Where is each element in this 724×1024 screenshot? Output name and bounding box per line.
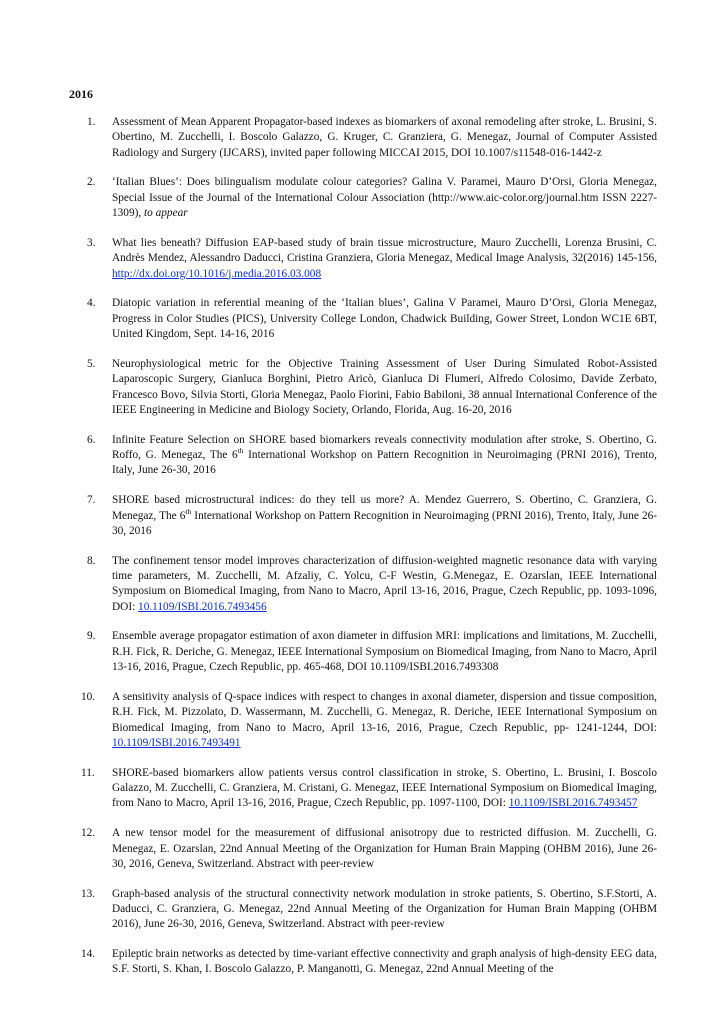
publication-item <box>81 766 657 812</box>
publication-number: 5. <box>87 357 96 370</box>
publication-item <box>87 433 657 479</box>
ordinal-superscript: th <box>185 506 192 516</box>
publication-text: Ensemble average propagator estimation of axon diameter in diffusion MRI: implications and limitations, M. Zucchelli, R.H. Fick, R. Deriche, G. Menegaz, IEEE International Symposium on Biomedical Imaging, from Nano to Macro, April 13-16, 2016, Prague, Czech Republic, pp. 465-468, DOI 10.1109/ISBI.2016.7493308 <box>112 630 657 674</box>
publication-text-continued: International Workshop on Pattern Recognition in Neuroimaging (PRNI 2016), Trento, Italy, June 26-30, 2016 <box>112 449 657 477</box>
publication-text: What lies beneath? Diffusion EAP-based study of brain tissue microstructure, Mauro Zucchelli, Lorenza Brusini, C. Andrès Mendez, Alessandro Daducci, Cristina Granziera, Gloria Menegaz, Medical Image Analysis, 32(2016) 145-156, <box>112 236 657 265</box>
publication-number: 7. <box>87 494 96 507</box>
publication-number: 13. <box>81 887 96 900</box>
publication-item <box>87 115 657 161</box>
publication-number: 9. <box>87 630 96 643</box>
publication-text: The confinement tensor model improves characterization of diffusion-weighted magnetic resonance data with varying time parameters, M. Zucchelli, M. Afzaliy, C. Yolcu, C-F Westin, G.Menegaz, E. Ozarslan, IEEE International Symposium on Biomedical Imaging, from Nano to Macro, April 13-16, 2016, Prague, Czech Republic, pp. 1093-1096, DOI: <box>112 554 657 613</box>
publication-number: 1. <box>87 116 96 128</box>
publication-item <box>87 493 657 539</box>
publication-text: Assessment of Mean Apparent Propagator-based indexes as biomarkers of axonal remodeling after stroke, L. Brusini, S. Obertino, M. Zucchelli, I. Boscolo Galazzo, G. Kruger, C. Granziera, G. Menegaz, Journal of Computer Assisted Radiology and Surgery (IJCARS), invited paper following MICCAI 2015, DOI 10.1007/s11548-016-1442-z <box>112 116 657 159</box>
publication-number: 2. <box>87 176 96 189</box>
publication-text: Graph-based analysis of the structural connectivity network modulation in stroke patients, S. Obertino, S.F.Storti, A. Daducci, C. Granziera, G. Menegaz, 22nd Annual Meeting of the Organization for Human Brain Mapping (OHBM 2016), June 26-30, 2016, Geneva, Switzerland. Abstract with peer-review <box>112 887 657 931</box>
publication-text: Neurophysiological metric for the Objective Training Assessment of User During Simulated Robot-Assisted Laparoscopic Surgery, Gianluca Borghini, Pietro Aricò, Gianluca Di Flumeri, Alfredo Colosimo, Davide Zerbato, Francesco Bovo, Silvia Storti, Gloria Menegaz, Paolo Fiorini, Fabio Babiloni, 38 annual International Conference of the IEEE Engineering in Medicine and Biology Society, Orlando, Florida, Aug. 16-20, 2016 <box>112 357 657 416</box>
publication-text: Epileptic brain networks as detected by time-variant effective connectivity and graph analysis of high-density EEG data, S.F. Storti, S. Khan, I. Boscolo Galazzo, P. Manganotti, G. Menegaz, 22nd Annual Meeting of the <box>112 948 657 976</box>
publication-text: Infinite Feature Selection on SHORE based biomarkers reveals connectivity modulation after stroke, S. Obertino, G. Roffo, G. Menegaz, The 6 <box>112 433 657 462</box>
publication-number: 8. <box>87 554 96 567</box>
publication-number: 11. <box>81 766 95 779</box>
publication-item <box>87 296 657 342</box>
publication-text: SHORE-based biomarkers allow patients versus control classification in stroke, S. Obertino, L. Brusini, I. Boscolo Galazzo, M. Zucchelli, C. Granziera, M. Cristani, G. Menegaz, IEEE International Symposium on Biomedical Imaging, from Nano to Macro, April 13-16, 2016, Prague, Czech Republic, pp. 1097-1100, DOI: <box>112 766 657 810</box>
publication-item <box>81 947 657 978</box>
publication-text: A new tensor model for the measurement of diffusional anisotropy due to restricted diffusion. M. Zucchelli, G. Menegaz, E. Ozarslan, 22nd Annual Meeting of the Organization for Human Brain Mapping (OHBM 2016), June 26-30, 2016, Geneva, Switzerland. Abstract with peer-review <box>112 827 657 870</box>
publication-text-continued: International Workshop on Pattern Recognition in Neuroimaging (PRNI 2016), Trento, Italy, June 26-30, 2016 <box>112 509 657 537</box>
publication-text: SHORE based microstructural indices: do they tell us more? A. Mendez Guerrero, S. Obertino, C. Granziera, G. Menegaz, The 6 <box>112 494 657 522</box>
publication-text: A sensitivity analysis of Q-space indices with respect to changes in axonal diameter, dispersion and tissue composition, R.H. Fick, M. Pizzolato, D. Wassermann, M. Zucchelli, G. Menegaz, R. Deriche, IEEE International Symposium on Biomedical Imaging, from Nano to Macro, April 13-16, 2016, Prague, Czech Republic, pp- 1241-1244, DOI: <box>112 690 657 734</box>
ordinal-superscript: th <box>237 446 244 456</box>
publication-list <box>81 115 657 992</box>
doi-link[interactable]: 10.1109/ISBI.2016.7493457 <box>508 797 638 810</box>
doi-link[interactable]: 10.1109/ISBI.2016.7493456 <box>138 600 267 613</box>
publication-item <box>81 887 657 933</box>
publication-item <box>87 554 657 615</box>
publication-item <box>87 175 657 221</box>
publication-item <box>87 236 657 282</box>
publication-number: 12. <box>81 827 96 840</box>
section-year-heading: 2016 <box>69 87 93 101</box>
publication-number: 14. <box>81 948 96 961</box>
publication-number: 10. <box>81 690 96 703</box>
publication-text: ‘Italian Blues’: Does bilingualism modulate colour categories? Galina V. Paramei, Mauro D’Orsi, Gloria Menegaz, Special Issue of the Journal of the International Colour Association (http://www.aic-color.org/journal.htm ISSN 2227-1309), <box>112 176 657 220</box>
publication-item <box>81 826 657 872</box>
publication-status: to appear <box>144 207 188 220</box>
publication-number: 3. <box>87 236 96 249</box>
doi-link[interactable]: http://dx.doi.org/10.1016/j.media.2016.03.008 <box>112 267 322 280</box>
publication-number: 6. <box>87 433 96 446</box>
publication-item <box>81 690 657 751</box>
publication-item <box>87 357 657 418</box>
publication-item <box>87 629 657 675</box>
doi-link[interactable]: 10.1109/ISBI.2016.7493491 <box>112 736 241 749</box>
publication-number: 4. <box>87 297 96 310</box>
publication-text: Diatopic variation in referential meaning of the ‘Italian blues’, Galina V Paramei, Mauro D’Orsi, Gloria Menegaz, Progress in Color Studies (PICS), University College London, Chadwick Building, Gower Street, London WC1E 6BT, United Kingdom, Sept. 14-16, 2016 <box>112 297 657 341</box>
